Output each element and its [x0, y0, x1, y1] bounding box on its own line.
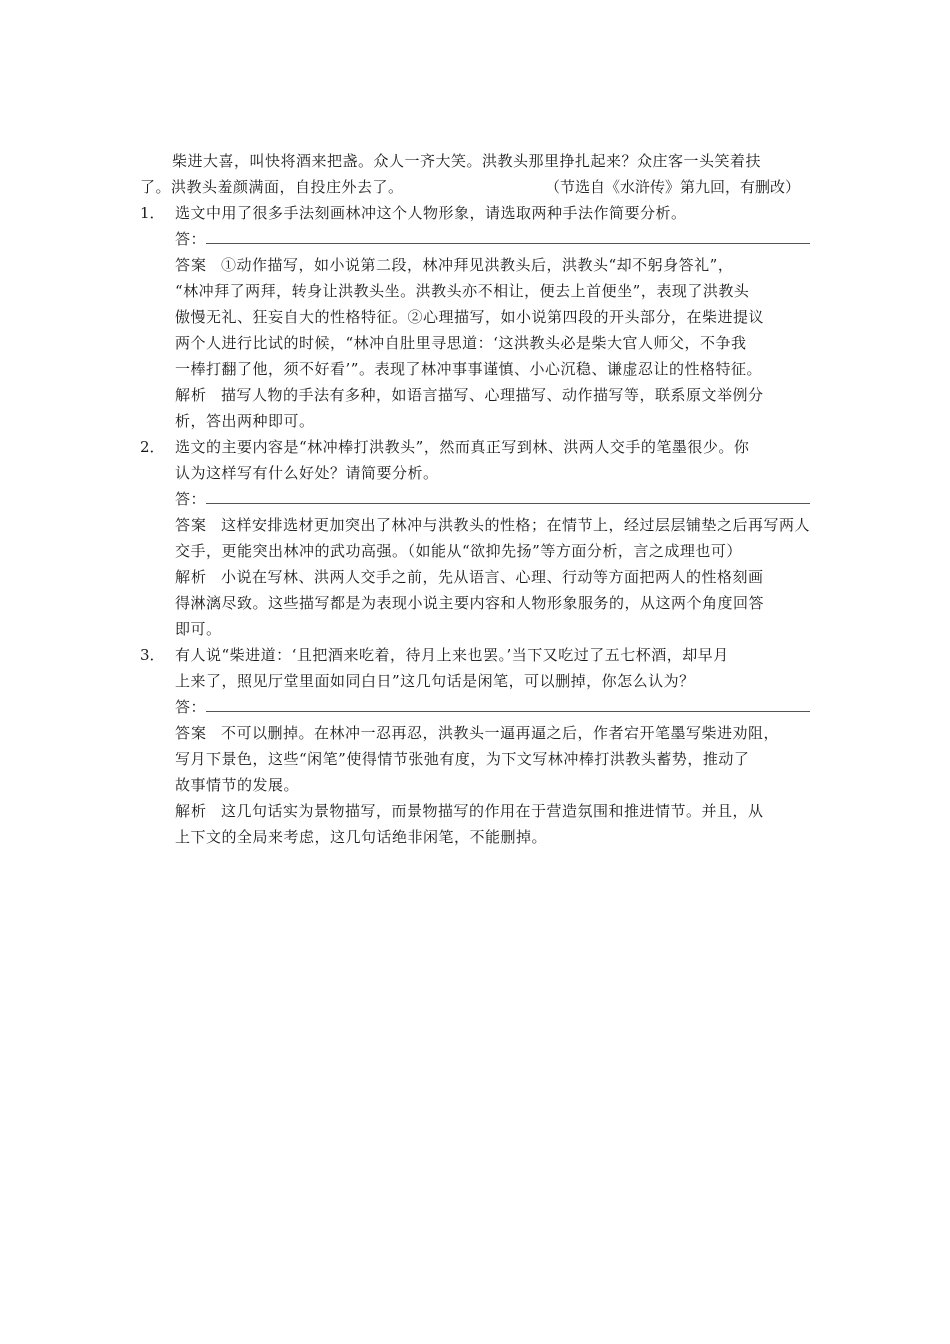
analysis-line: 上下文的全局来考虑，这几句话绝非闲笔，不能删掉。 — [175, 828, 548, 846]
key-line — [175, 720, 779, 746]
key-line — [175, 512, 810, 538]
passage-source: （节选自《水浒传》第九回，有删改） — [545, 178, 801, 196]
analysis-line — [175, 382, 764, 408]
question-prompt: 选文中用了很多手法刻画林冲这个人物形象，请选取两种手法作简要分析。 — [175, 204, 687, 222]
analysis-label: 解析 — [175, 386, 208, 404]
analysis-text: 这几句话实为景物描写，而景物描写的作用在于营造氛围和推进情节。并且，从 — [221, 802, 764, 820]
analysis-text: 小说在写林、洪两人交手之前，先从语言、心理、行动等方面把两人的性格刻画 — [221, 568, 764, 586]
passage-line: 柴进大喜，叫快将酒来把盏。众人一齐大笑。洪教头那里挣扎起来？众庄客一头笑着扶 — [172, 152, 762, 170]
question-prompt: 有人说“柴进道：‘且把酒来吃着，待月上来也罢。’当下又吃过了五七杯酒，却早月 — [175, 646, 729, 664]
question-prompt: 认为这样写有什么好处？请简要分析。 — [175, 464, 439, 482]
key-line: 傲慢无礼、狂妄自大的性格特征。②心理描写，如小说第四段的开头部分，在柴进提议 — [175, 308, 765, 326]
answer-blank-line[interactable] — [206, 711, 810, 712]
analysis-line: 析，答出两种即可。 — [175, 412, 315, 430]
key-text: ①动作描写，如小说第二段，林冲拜见洪教头后，洪教头“却不躬身答礼”， — [221, 256, 734, 274]
key-text: 这样安排选材更加突出了林冲与洪教头的性格；在情节上，经过层层铺垫之后再写两人 — [221, 516, 811, 534]
key-line — [175, 252, 733, 278]
key-line: 交手，更能突出林冲的武功高强。（如能从“欲抑先扬”等方面分析，言之成理也可） — [175, 542, 742, 560]
key-label: 答案 — [175, 516, 208, 534]
question-number: 2． — [140, 438, 165, 456]
answer-label: 答： — [175, 230, 207, 248]
analysis-label: 解析 — [175, 802, 208, 820]
analysis-line — [175, 564, 764, 590]
key-line: 一棒打翻了他，须不好看’”。表现了林冲事事谨慎、小心沉稳、谦虚忍让的性格特征。 — [175, 360, 762, 378]
key-line: 写月下景色，这些“闲笔”使得情节张弛有度，为下文写林冲棒打洪教头蓄势，推动了 — [175, 750, 750, 768]
key-line: 故事情节的发展。 — [175, 776, 300, 794]
key-line: 两个人进行比试的时候，“林冲自肚里寻思道：‘这洪教头必是柴大官人师父，不争我 — [175, 334, 747, 352]
answer-label: 答： — [175, 698, 207, 716]
answer-blank-line[interactable] — [206, 503, 810, 504]
analysis-label: 解析 — [175, 568, 208, 586]
question-prompt: 选文的主要内容是“林冲棒打洪教头”，然而真正写到林、洪两人交手的笔墨很少。你 — [175, 438, 750, 456]
analysis-line: 即可。 — [175, 620, 222, 638]
analysis-text: 描写人物的手法有多种，如语言描写、心理描写、动作描写等，联系原文举例分 — [221, 386, 764, 404]
analysis-line: 得淋漓尽致。这些描写都是为表现小说主要内容和人物形象服务的，从这两个角度回答 — [175, 594, 765, 612]
key-line: “林冲拜了两拜，转身让洪教头坐。洪教头亦不相让，便去上首便坐”，表现了洪教头 — [175, 282, 750, 300]
question-prompt: 上来了，照见厅堂里面如同白日”这几句话是闲笔，可以删掉，你怎么认为？ — [175, 672, 695, 690]
analysis-line — [175, 798, 764, 824]
question-number: 1． — [140, 204, 165, 222]
key-text: 不可以删掉。在林冲一忍再忍，洪教头一逼再逼之后，作者宕开笔墨写柴进劝阻， — [221, 724, 780, 742]
answer-label: 答： — [175, 490, 207, 508]
passage-line: 了。洪教头羞颜满面，自投庄外去了。 — [140, 178, 404, 196]
key-label: 答案 — [175, 256, 208, 274]
question-number: 3． — [140, 646, 165, 664]
key-label: 答案 — [175, 724, 208, 742]
answer-blank-line[interactable] — [206, 243, 810, 244]
